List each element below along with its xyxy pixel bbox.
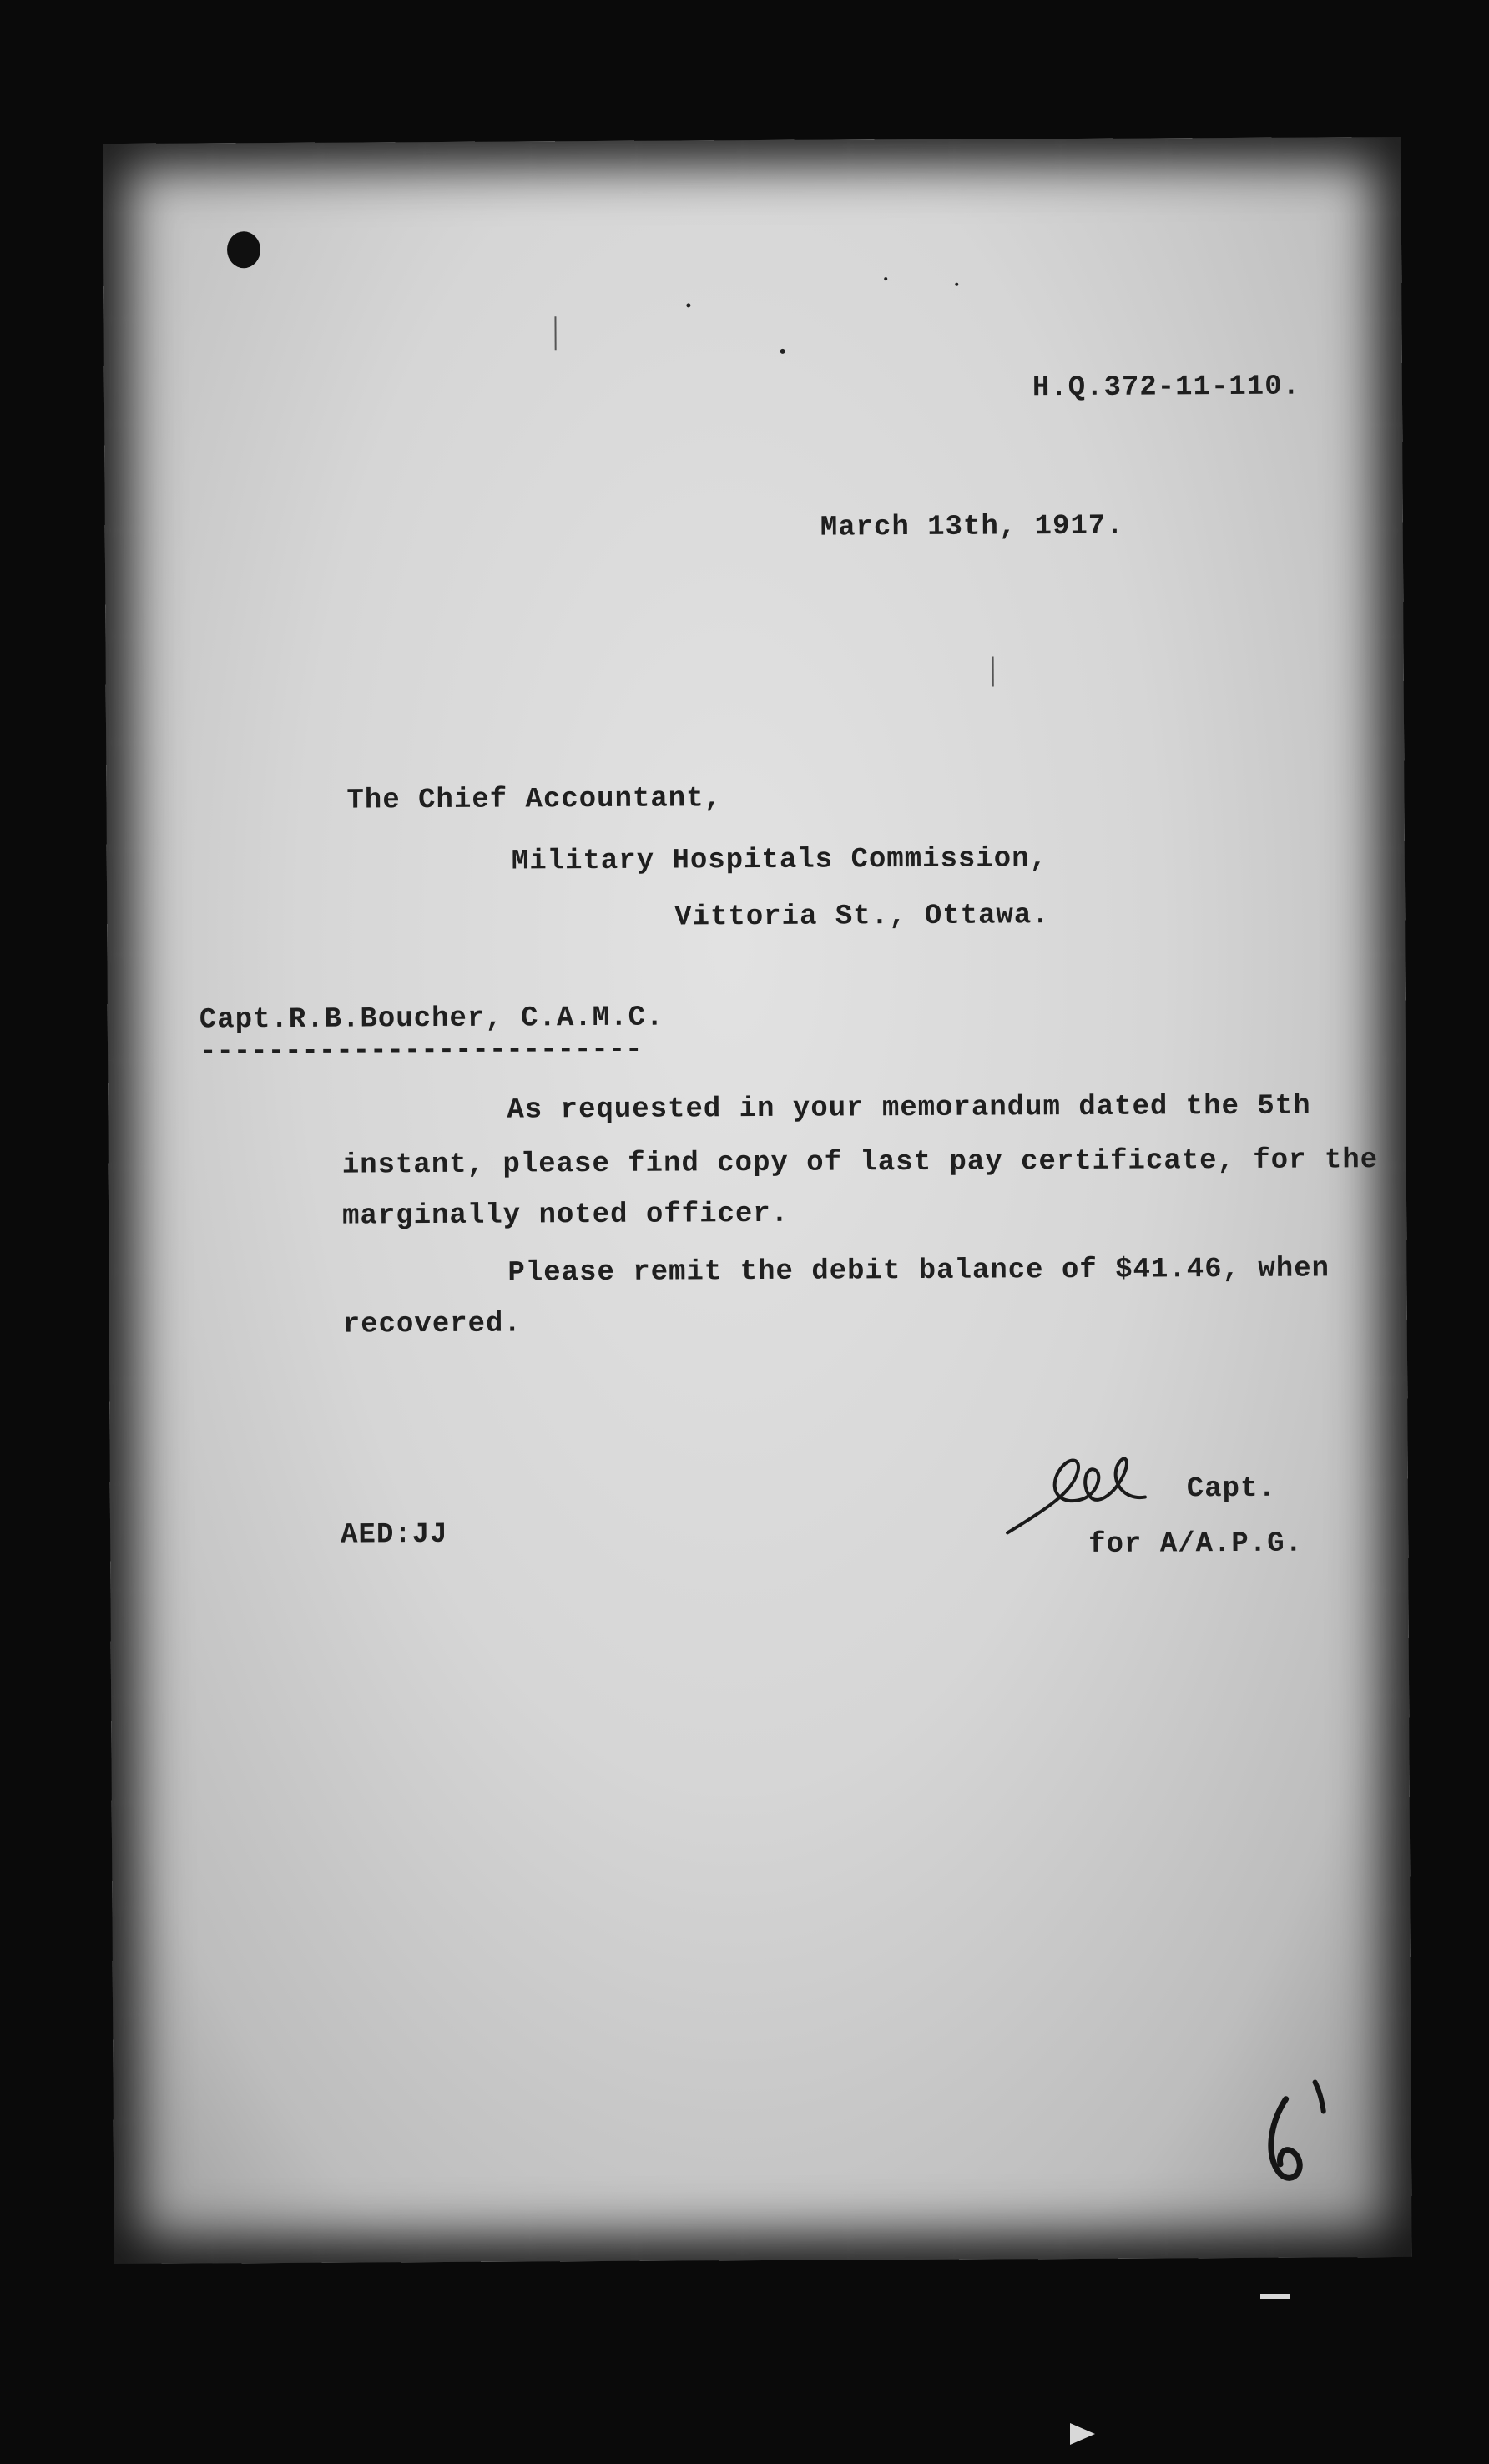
dust-speck <box>780 349 785 354</box>
handwritten-page-number <box>1256 2073 1349 2191</box>
dust-speck <box>955 283 958 286</box>
subject-line: Capt.R.B.Boucher, C.A.M.C. <box>199 1002 664 1037</box>
signatory-on-behalf: for A/A.P.G. <box>1088 1527 1304 1561</box>
dust-speck <box>884 277 887 280</box>
recipient-line-3: Vittoria St., Ottawa. <box>674 900 1050 934</box>
body-line-4: Please remit the debit balance of $41.46, when <box>507 1253 1330 1290</box>
typist-initials: AED:JJ <box>340 1518 448 1552</box>
punch-hole-mark <box>227 231 260 268</box>
document-page <box>103 137 1411 2264</box>
dust-speck <box>686 303 690 307</box>
recipient-line-1: The Chief Accountant, <box>346 783 723 817</box>
body-line-1: As requested in your memorandum dated the 5th <box>507 1090 1311 1127</box>
recipient-line-2: Military Hospitals Commission, <box>511 843 1048 878</box>
body-line-3: marginally noted officer. <box>341 1198 790 1233</box>
subject-underline: -------------------------- <box>199 1033 643 1068</box>
signatory-rank: Capt. <box>1186 1472 1276 1506</box>
handwritten-signature <box>999 1440 1200 1541</box>
body-line-5: recovered. <box>342 1308 522 1341</box>
film-artifact <box>1260 2294 1290 2299</box>
letter-date: March 13th, 1917. <box>820 510 1124 544</box>
reference-number: H.Q.372-11-110. <box>1032 371 1301 405</box>
scratch-mark <box>554 316 556 350</box>
body-line-2: instant, please find copy of last pay certificate, for the <box>341 1144 1379 1182</box>
scratch-mark <box>992 657 994 687</box>
